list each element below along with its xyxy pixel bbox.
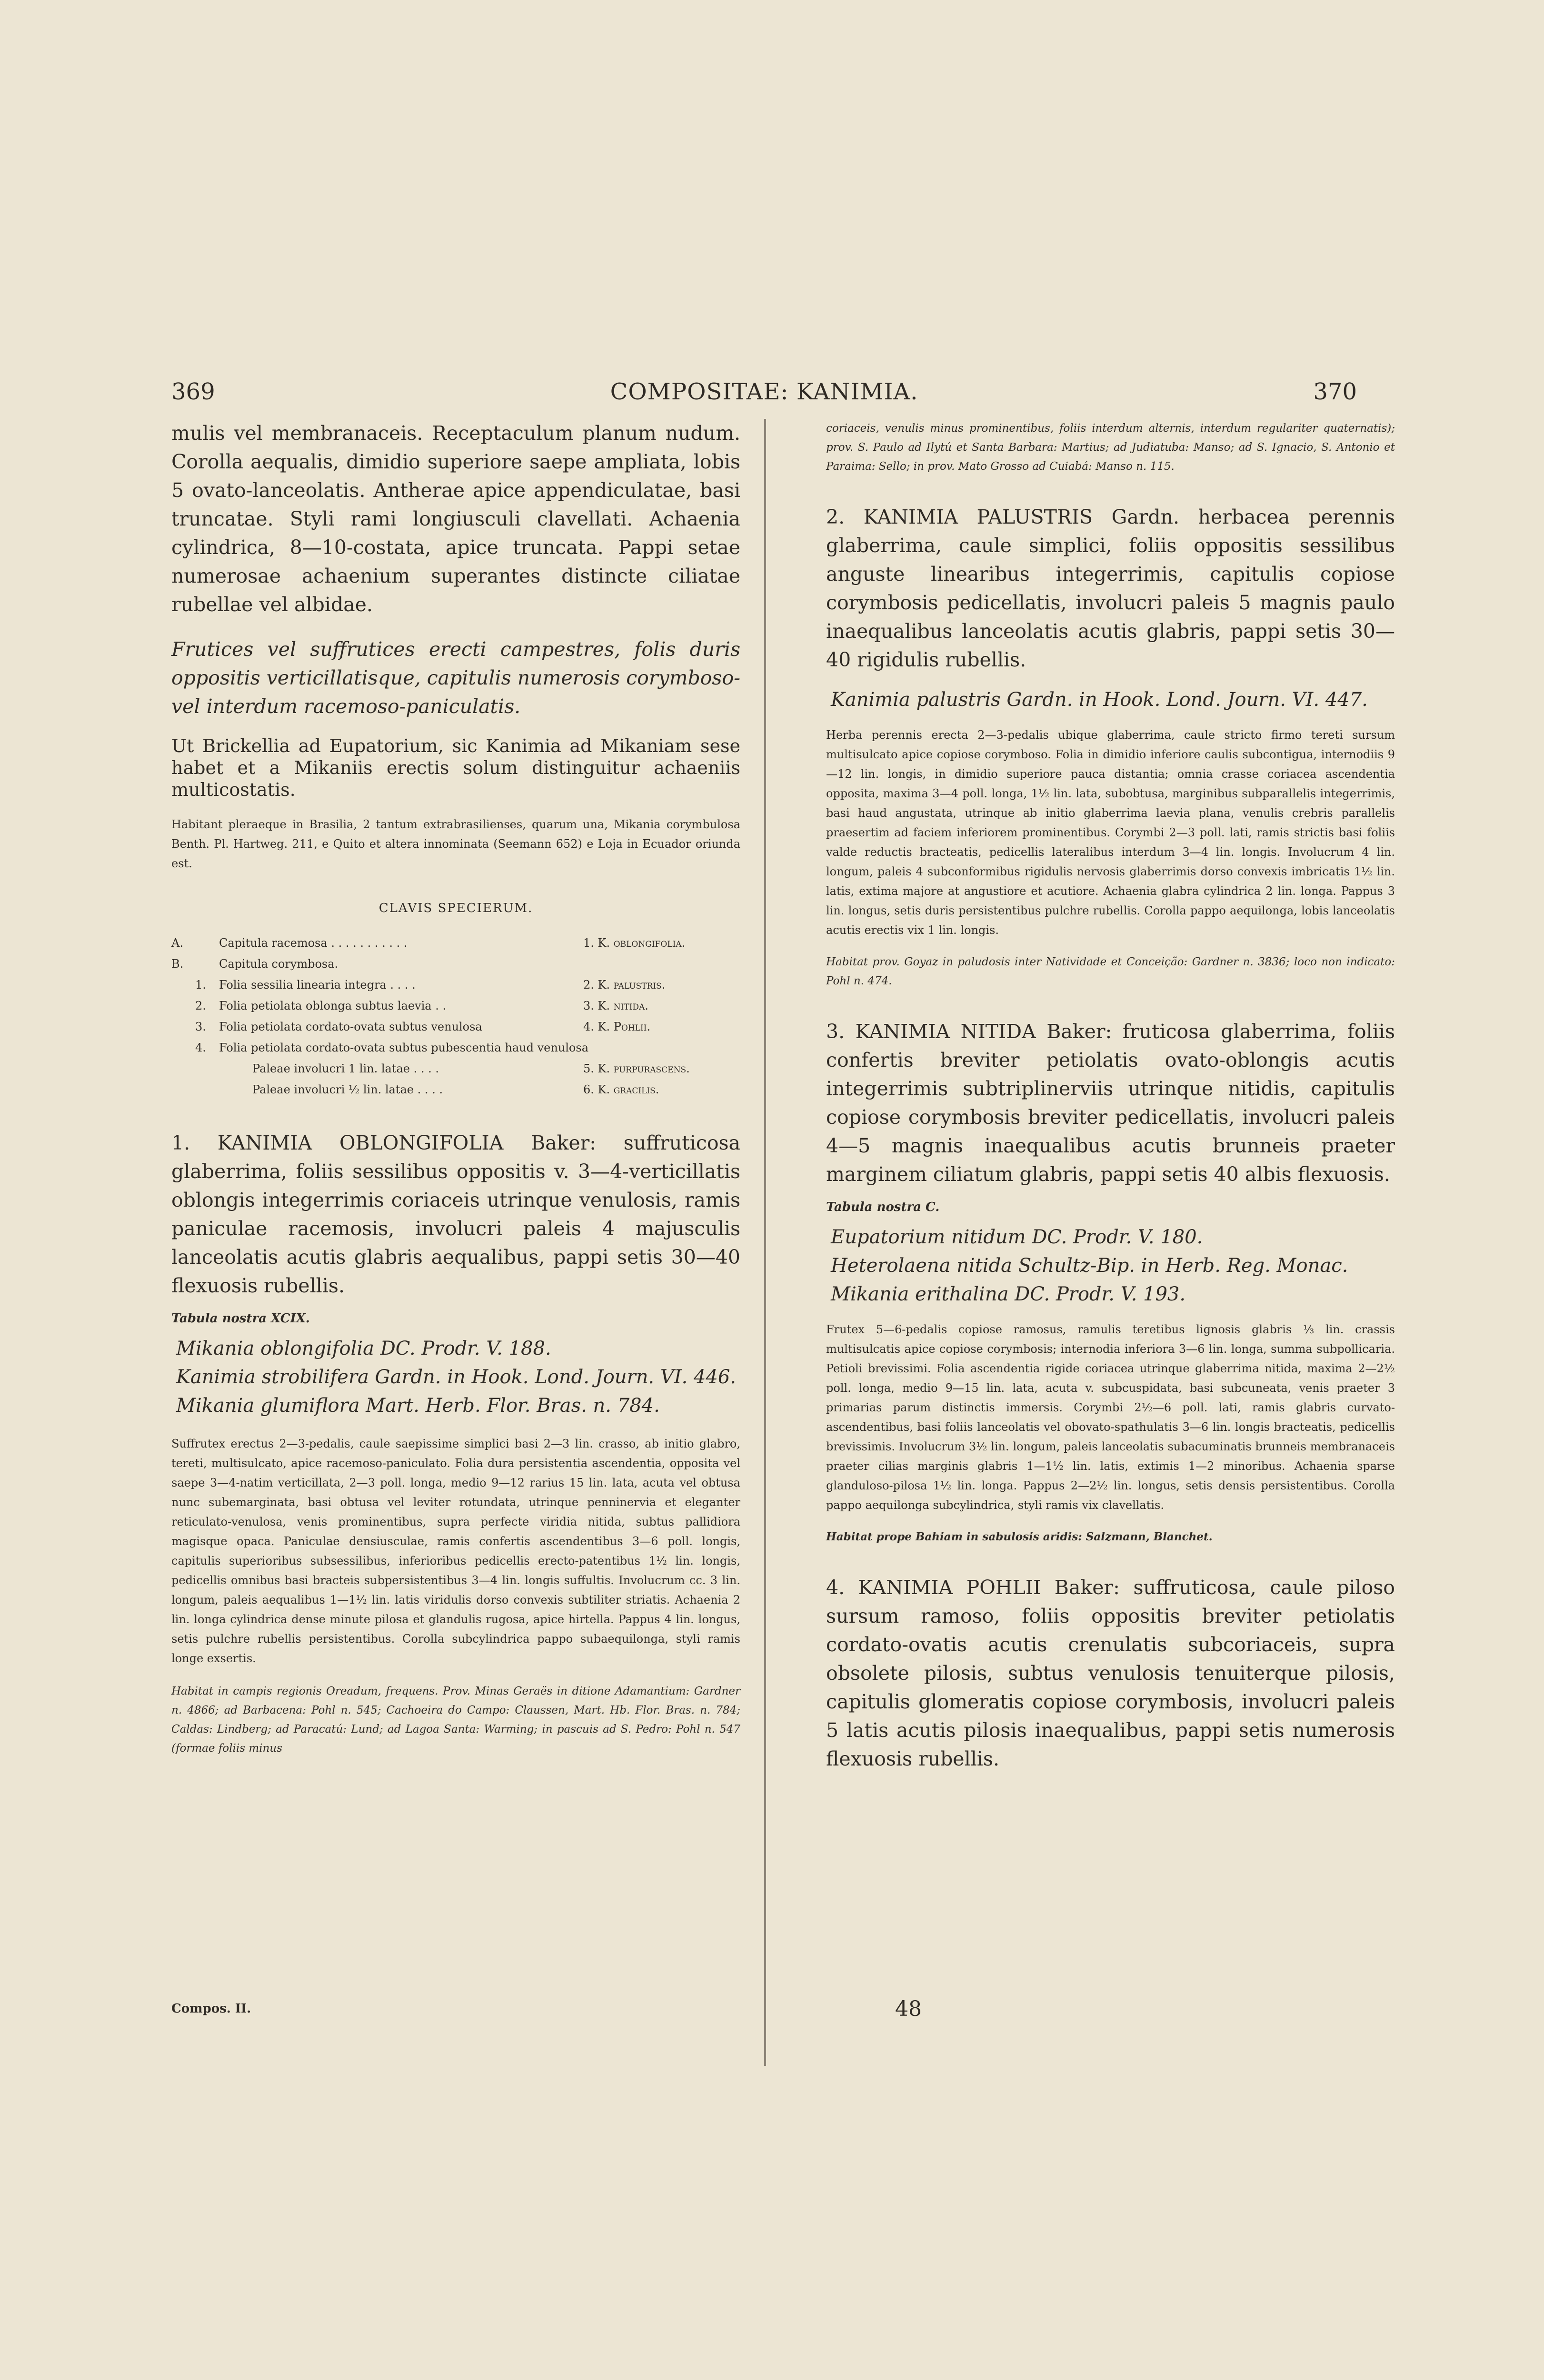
key-result: 6. K. gracilis.: [583, 1083, 659, 1096]
species-1-diagnosis: 1. KANIMIA OBLONGIFOLIA Baker: suffruticosa glaberrima, foliis sessilibus oppositis v. 3—4-verticillatis oblongis integerrimis coriaceis utrinque venulosis, ramis paniculae racemosis, involucri paleis 4 majusculis lanceolatis acutis glabris aequalibus, pappi setis 30—40 flexuosis rubellis.: [171, 1131, 740, 1297]
synonym: Mikania erithalina DC. Prodr. V. 193.: [831, 1283, 1186, 1305]
key-result: 2. K. palustris.: [583, 978, 666, 992]
key-result: 4. K. Pohlii.: [583, 1020, 650, 1033]
key-num: A.: [171, 936, 183, 950]
species-key: [171, 932, 740, 1100]
clavis-title: CLAVIS SPECIERUM.: [379, 901, 533, 915]
key-text: Folia petiolata oblonga subtus laevia . .: [219, 999, 447, 1012]
synonym: Mikania oblongifolia DC. Prodr. V. 188.: [176, 1338, 551, 1359]
key-result: 5. K. purpurascens.: [583, 1062, 690, 1075]
species-3-habitat: Habitat prope Bahiam in sabulosis aridis: Salzmann, Blanchet.: [826, 1530, 1213, 1543]
key-row: [171, 1016, 740, 1037]
page-number-left: 369: [171, 378, 215, 405]
key-text: Paleae involucri 1 lin. latae . . . .: [252, 1062, 439, 1075]
key-num: 2.: [195, 999, 206, 1012]
species-4-diagnosis: 4. KANIMIA POHLII Baker: suffruticosa, caule piloso sursum ramoso, foliis oppositis breviter petiolatis cordato-ovatis acutis crenulatis subcoriaceis, supra obsolete pilosis, subtus venulosis tenuiterque pilosis, capitulis glomeratis copiose corymbosis, involucri paleis 5 latis acutis pilosis inaequalibus, pappi setis numerosis flexuosis rubellis.: [826, 1576, 1395, 1770]
key-num: [171, 1058, 219, 1079]
key-num: 3.: [195, 1020, 206, 1033]
key-text: Capitula corymbosa.: [219, 957, 339, 971]
key-result: 3. K. nitida.: [583, 999, 648, 1012]
synonym: Heterolaena nitida Schultz-Bip. in Herb. Reg. Monac.: [831, 1255, 1348, 1277]
habitat-continuation: coriaceis, venulis minus prominentibus, foliis interdum alternis, interdum regulariter quaternatis); prov. S. Paulo ad Ilytú et Santa Barbara: Martius; ad Judiatuba: Manso; ad S. Ignacio, S. Antonio et Paraima: Sello; in prov. Mato Grosso ad Cuiabá: Manso n. 115.: [826, 422, 1395, 473]
right-column: [826, 419, 1395, 1773]
key-num: B.: [171, 957, 184, 971]
species-1-description: Suffrutex erectus 2—3-pedalis, caule saepissime simplici basi 2—3 lin. crasso, ab initio glabro, tereti, multisulcato, apice racemoso-paniculato. Folia dura persistentia ascendentia, opposita vel saepe 3—4-natim verticillata, 2—3 poll. longa, medio 9—12 rarius 15 lin. lata, acuta vel obtusa nunc subemarginata, basi obtusa vel leviter rotundata, utrinque penninervia et eleganter reticulato-venulosa, venis prominentibus, supra perfecte viridia nitida, subtus pallidiora magisque opaca. Paniculae densiusculae, ramis confertis ascendentibus 3—6 poll. longis, capitulis superioribus subsessilibus, inferioribus pedicellis erecto-patentibus 1½ lin. longis, pedicellis omnibus basi bracteis subpersistentibus 3—4 lin. longis suffultis. Involucrum cc. 3 lin. longum, paleis aequalibus 1—1½ lin. latis viridulis dorso convexis subtiliter striatis. Achaenia 2 lin. longa cylindrica dense minute pilosa et glandulis rugosa, apice hirtella. Pappus 4 lin. longus, setis pulchre rubellis persistentibus. Corolla subcylindrica pappo subaequilonga, styli ramis longe exsertis.: [171, 1437, 740, 1665]
key-text: Paleae involucri ½ lin. latae . . . .: [252, 1083, 443, 1096]
species-2-diagnosis: 2. KANIMIA PALUSTRIS Gardn. herbacea perennis glaberrima, caule simplici, foliis oppositis sessilibus anguste linearibus integerrimis, capitulis copiose corymbosis pedicellatis, involucri paleis 5 magnis paulo inaequalibus lanceolatis acutis glabris, pappi setis 30—40 rigidulis rubellis.: [826, 506, 1395, 671]
key-row: [171, 1079, 740, 1100]
tabula-3: Tabula nostra C.: [826, 1200, 940, 1214]
key-text: Folia petiolata cordato-ovata subtus pubescentia haud venulosa: [219, 1041, 589, 1054]
key-text: Capitula racemosa . . . . . . . . . . .: [219, 936, 408, 950]
key-result: 1. K. oblongifolia.: [583, 936, 686, 950]
genus-habit: Frutices vel suffrutices erecti campestres, folis duris oppositis verticillatisque, capitulis numerosis corymboso- vel interdum racemoso-paniculatis.: [171, 638, 740, 718]
signature-mark: Compos. II.: [171, 2002, 251, 2016]
gathering-number: 48: [895, 1997, 922, 2021]
synonym: Kanimia palustris Gardn. in Hook. Lond. Journ. VI. 447.: [831, 689, 1368, 711]
key-row: [171, 932, 740, 953]
key-num: [171, 1079, 219, 1100]
species-1-habitat: Habitat in campis regionis Oreadum, frequens. Prov. Minas Geraës in ditione Adamantium: Gardner n. 4866; ad Barbacena: Pohl n. 545; Cachoeira do Campo: Claussen, Mart. Hb. Flor. Bras. n. 784; Caldas: Lindberg; ad Paracatú: Lund; ad Lagoa Santa: Warming; in pascuis ad S. Pedro: Pohl n. 547 (formae foliis minus: [171, 1685, 740, 1755]
synonym: Eupatorium nitidum DC. Prodr. V. 180.: [831, 1226, 1203, 1248]
left-column: [171, 419, 740, 1758]
genus-distribution: Habitant pleraeque in Brasilia, 2 tantum extrabrasilienses, quarum una, Mikania corymbulosa Benth. Pl. Hartweg. 211, e Quito et altera innominata (Seemann 652) e Loja in Ecuador oriunda est.: [171, 818, 740, 870]
column-divider: [764, 419, 766, 2066]
key-row: [171, 953, 740, 974]
species-2-habitat: Habitat prov. Goyaz in paludosis inter Natividade et Conceição: Gardner n. 3836; loco non indicato: Pohl n. 474.: [826, 956, 1395, 987]
key-row: [171, 1037, 740, 1058]
running-title: COMPOSITAE: KANIMIA.: [610, 378, 918, 405]
key-row: [171, 1058, 740, 1079]
tabula-1: Tabula nostra XCIX.: [171, 1311, 310, 1326]
key-text: Folia sessilia linearia integra . . . .: [219, 978, 416, 992]
key-text: Folia petiolata cordato-ovata subtus venulosa: [219, 1020, 482, 1033]
species-3-description: Frutex 5—6-pedalis copiose ramosus, ramulis teretibus lignosis glabris ⅓ lin. crassis multisulcatis apice copiose corymbosis; internodia inferiora 3—6 lin. longa, summa subpollicaria. Petioli brevissimi. Folia ascendentia rigide coriacea utrinque glaberrima nitida, maxima 2—2½ poll. longa, medio 9—15 lin. lata, acuta v. subcuspidata, basi subcuneata, venis praeter 3 primarias parum distinctis immersis. Corymbi 2½—6 poll. lati, ramis glabris curvato-ascendentibus, basi foliis lanceolatis vel obovato-spathulatis 3—6 lin. longis bracteatis, pedicellis brevissimis. Involucrum 3½ lin. longum, paleis lanceolatis subacuminatis brunneis membranaceis praeter cilias marginis glabris 1—1½ lin. latis, extimis 1—2 minoribus. Achaenia sparse glanduloso-pilosa 1½ lin. longa. Pappus 2—2½ lin. longus, setis densis persistentibus. Corolla pappo aequilonga subcylindrica, styli ramis vix clavellatis.: [826, 1323, 1395, 1512]
page-number-right: 370: [1313, 378, 1357, 405]
key-result: [583, 953, 740, 974]
genus-comparison: Ut Brickellia ad Eupatorium, sic Kanimia ad Mikaniam sese habet et a Mikaniis erectis solum distinguitur achaeniis multicostatis.: [171, 735, 740, 800]
key-num: 1.: [195, 978, 206, 992]
genus-intro: mulis vel membranaceis. Receptaculum planum nudum. Corolla aequalis, dimidio superiore saepe ampliata, lobis 5 ovato-lanceolatis. Antherae apice appendiculatae, basi truncatae. Styli rami longiusculi clavellati. Achaenia cylindrica, 8—10-costata, apice truncata. Pappi setae numerosae achaenium superantes distincte ciliatae rubellae vel albidae.: [171, 422, 740, 616]
species-3-diagnosis: 3. KANIMIA NITIDA Baker: fruticosa glaberrima, foliis confertis breviter petiolatis ovato-oblongis acutis integerrimis subtriplinerviis utrinque nitidis, capitulis copiose corymbosis breviter pedicellatis, involucri paleis 4—5 magnis inaequalibus acutis brunneis praeter marginem ciliatum glabris, pappi setis 40 albis flexuosis.: [826, 1020, 1395, 1186]
species-2-description: Herba perennis erecta 2—3-pedalis ubique glaberrima, caule stricto firmo tereti sursum multisulcato apice copiose corymboso. Folia in dimidio inferiore caulis subcontigua, internodiis 9—12 lin. longis, in dimidio superiore pauca distantia; omnia crasse coriacea ascendentia opposita, maxima 3—4 poll. longa, 1½ lin. lata, subobtusa, marginibus subparallelis integerrimis, basi haud angustata, utrinque ab initio glaberrima laevia plana, venulis crebris parallelis praesertim ad faciem inferiorem prominentibus. Corymbi 2—3 poll. lati, ramis strictis basi foliis valde reductis bracteatis, pedicellis lateralibus interdum 3—4 lin. longis. Involucrum 4 lin. longum, paleis 4 subconformibus rigidulis nervosis glaberrimis dorso convexis imbricatis 1½ lin. latis, extima majore at angustiore et acutiore. Achaenia glabra cylindrica 2 lin. longa. Pappus 3 lin. longus, setis duris persistentibus pulchre rubellis. Corolla pappo aequilonga, lobis lanceolatis acutis erectis vix 1 lin. longis.: [826, 728, 1395, 937]
key-num: 4.: [195, 1041, 206, 1054]
key-row: [171, 974, 740, 995]
synonym: Mikania glumiflora Mart. Herb. Flor. Bras. n. 784.: [176, 1395, 660, 1417]
key-row: [171, 995, 740, 1016]
page-header: [171, 378, 1357, 421]
synonym: Kanimia strobilifera Gardn. in Hook. Lond. Journ. VI. 446.: [176, 1366, 737, 1388]
